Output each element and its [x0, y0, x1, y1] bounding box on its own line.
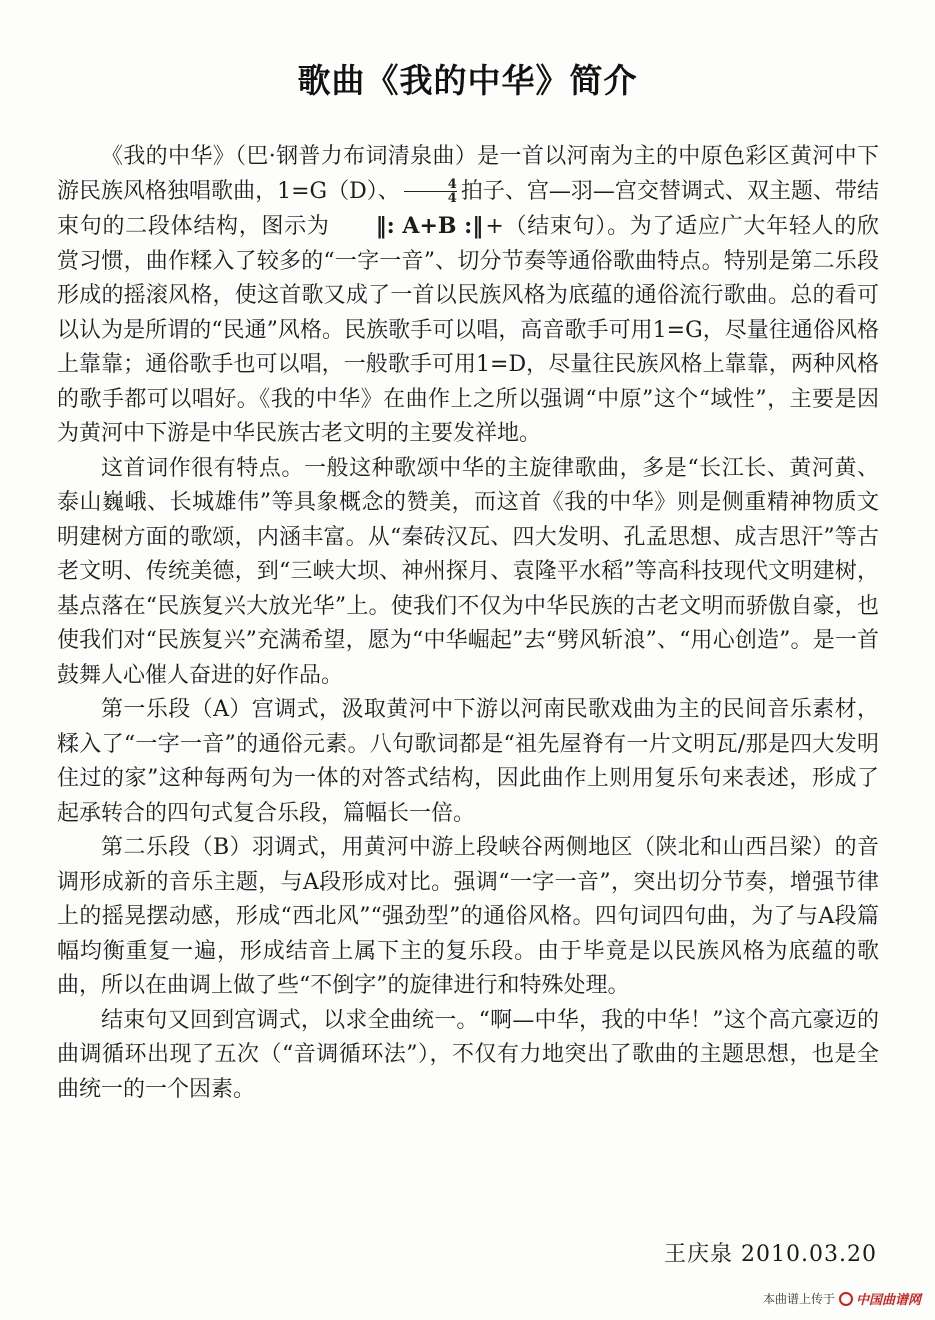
paragraph-1-text-a: 《我的中华》（巴·钢普力布词清泉曲）是一首以河南为主的中原色彩区黄河中下游民族风格独唱歌曲，1=G（D）、	[57, 144, 879, 204]
form-diagram: ‖: A+B :‖	[375, 213, 484, 239]
paragraph-1-text-b: 拍子、宫—羽—宫交替调式、双主题、带结束句的二段体结构，图示为	[57, 178, 879, 239]
upload-footer	[763, 1289, 921, 1308]
document-title: 歌曲《我的中华》简介	[297, 61, 638, 100]
paragraph-1-text-c: +（结束句）。为了适应广大年轻人的欣赏习惯，曲作糅入了较多的“一字一音”、切分节奏等通俗歌曲特点。特别是第二乐段形成的摇滚风格，使这首歌又成了一首以民族风格为底蕴的通俗流行歌曲。总的看可以认为是所谓的“民通”风格。民族歌手可以唱，高音歌手可用1=G，尽量往通俗风格上靠靠；通俗歌手也可以唱，一般歌手可用1=D，尽量往民族风格上靠靠，两种风格的歌手都可以唱好。《我的中华》在曲作上之所以强调“中原”这个“域性”，主要是因为黄河中下游是中华民族古老文明的主要发祥地。	[57, 214, 879, 446]
paragraph-3: 第一乐段（A）宫调式，汲取黄河中下游以河南民歌戏曲为主的民间音乐素材，糅入了“一字一音”的通俗元素。八句歌词都是“祖先屋脊有一片文明瓦/那是四大发明住过的家”这种每两句为一体的对答式结构，因此曲作上则用复乐句来表述，形成了起承转合的四句式复合乐段，篇幅长一倍。	[57, 697, 879, 826]
paragraph-5: 结束句又回到宫调式，以求全曲统一。“啊—中华，我的中华！”这个高亢豪迈的曲调循环出现了五次（“音调循环法”），不仅有力地突出了歌曲的主题思想，也是全曲统一的一个因素。	[57, 1007, 879, 1102]
footer-prefix: 本曲谱上传于	[762, 1292, 835, 1306]
paragraph-2: 这首词作很有特点。一般这种歌颂中华的主旋律歌曲，多是“长江长、黄河黄、泰山巍峨、长城雄伟”等具象概念的赞美，而这首《我的中华》则是侧重精神物质文明建树方面的歌颂，内涵丰富。从“秦砖汉瓦、四大发明、孔孟思想、成吉思汗”等古老文明、传统美德，到“三峡大坝、神州探月、袁隆平水稻”等高科技现代文明建树，基点落在“民族复兴大放光华”上。使我们不仅为中华民族的古老文明而骄傲自豪，也使我们对“民族复兴”充满希望，愿为“中华崛起”去“劈风斩浪”、“用心创造”。是一首鼓舞人心催人奋进的好作品。	[57, 455, 879, 688]
paragraph-1	[57, 140, 879, 452]
time-signature-denominator: 4	[447, 191, 457, 206]
author-signature: 王庆泉 2010.03.20	[664, 1242, 877, 1267]
footer-site-name[interactable]: 中国曲谱网	[855, 1293, 921, 1308]
site-logo-icon	[839, 1292, 853, 1306]
time-signature-numerator: 4	[404, 178, 457, 192]
paragraph-4: 第二乐段（B）羽调式，用黄河中游上段峡谷两侧地区（陕北和山西吕梁）的音调形成新的音乐主题，与A段形成对比。强调“一字一音”，突出切分节奏，增强节律上的摇晃摆动感，形成“西北风”“强劲型”的通俗风格。四句词四句曲，为了与A段篇幅均衡重复一遍，形成结音上属下主的复乐段。由于毕竟是以民族风格为底蕴的歌曲，所以在曲调上做了些“不倒字”的旋律进行和特殊处理。	[57, 835, 879, 998]
document-body	[57, 140, 879, 1107]
time-signature	[404, 178, 457, 205]
